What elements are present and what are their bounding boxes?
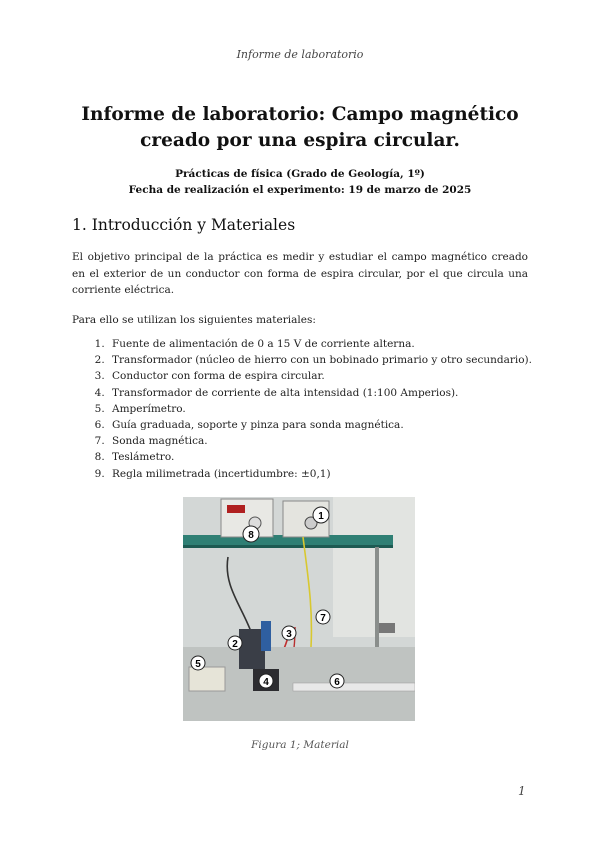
course-line: Prácticas de física (Grado de Geología, 1º) [175,168,425,180]
svg-text:2: 2 [232,639,238,650]
list-item: 1. Fuente de alimentación de 0 a 15 V de corriente alterna. [108,336,548,352]
list-item: 7. Sonda magnética. [108,433,548,449]
marker-3 [282,626,296,640]
marker-1 [313,507,329,523]
list-item: 8. Teslámetro. [108,449,548,465]
document-title: Informe de laboratorio: Campo magnético creado por una espira circular. [81,104,519,151]
list-item: 4. Transformador de corriente de alta intensidad (1:100 Amperios). [108,385,548,401]
section-heading: 1. Introducción y Materiales [72,216,296,234]
svg-text:7: 7 [320,613,326,624]
wall-panel [333,497,415,637]
marker-4 [259,674,273,688]
shelf-edge [183,545,393,548]
ammeter [189,667,225,691]
marker-8 [243,526,259,542]
figure-caption: Figura 1; Material [251,739,349,751]
materials-list [88,336,548,482]
list-item: 5. Amperímetro. [108,401,548,417]
marker-7 [316,610,330,624]
teslameter-display [227,505,245,513]
list-item: 9. Regla milimetrada (incertidumbre: ±0,1) [108,466,548,482]
marker-5 [191,656,205,670]
probe-holder [379,623,395,633]
intro-paragraph: El objetivo principal de la práctica es medir y estudiar el campo magnético creado en el exterior de un conductor con forma de espira circular, por el que circula una corriente eléctrica. [72,251,528,296]
list-item: 2. Transformador (núcleo de hierro con un bobinado primario y otro secundario). [108,352,548,368]
svg-text:8: 8 [248,530,254,541]
graduated-rail [293,683,415,691]
list-item: 3. Conductor con forma de espira circular. [108,368,548,384]
page-number: 1 [518,784,526,798]
date-line: Fecha de realización el experimento: 19 de marzo de 2025 [128,184,472,196]
svg-text:3: 3 [286,629,292,640]
svg-text:6: 6 [334,677,340,688]
marker-2 [228,636,242,650]
marker-6 [330,674,344,688]
svg-text:4: 4 [263,677,269,688]
lab-equipment-photo [183,497,415,721]
document-subtitle [60,166,540,198]
svg-text:1: 1 [318,511,324,522]
materials-intro: Para ello se utilizan los siguientes materiales: [72,314,316,326]
transformer-coil [261,621,271,651]
svg-text:5: 5 [195,659,201,670]
running-header: Informe de laboratorio [236,48,364,61]
list-item: 6. Guía graduada, soporte y pinza para sonda magnética. [108,417,548,433]
